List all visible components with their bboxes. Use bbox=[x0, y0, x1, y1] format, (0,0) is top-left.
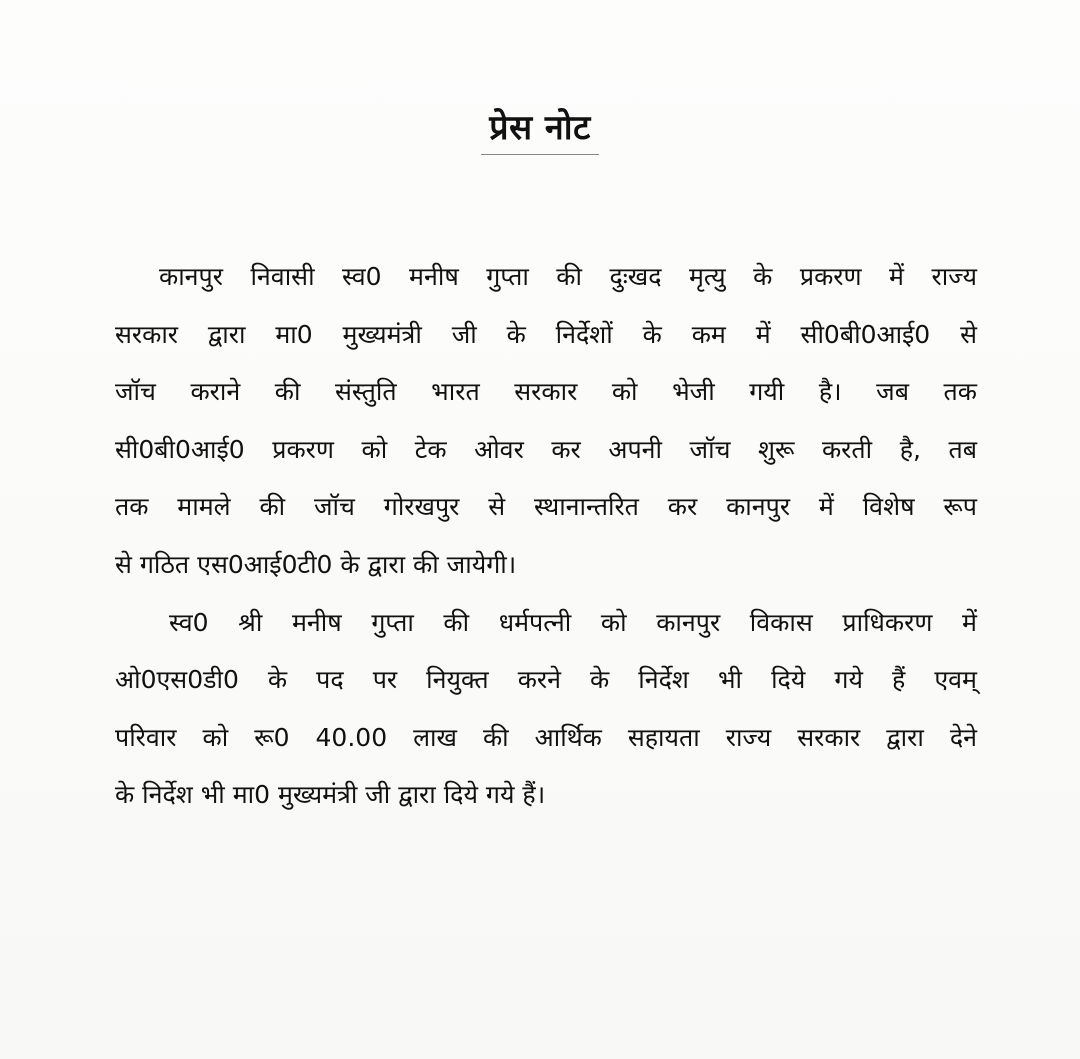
paragraph-2-line-1: स्व0 श्री मनीष गुप्ता की धर्मपत्नी को कानपुर विकास प्राधिकरण में bbox=[169, 607, 977, 637]
paragraph-1-line-3: जॉच कराने की संस्तुति भारत सरकार को भेजी गयी है। जब तक bbox=[115, 377, 977, 407]
paragraph-1-line-4: सी0बी0आई0 प्रकरण को टेक ओवर कर अपनी जॉच शुरू करती है, तब bbox=[115, 434, 977, 464]
paragraph-1-line-5: तक मामले की जॉच गोरखपुर से स्थानान्तरित कर कानपुर में विशेष रूप bbox=[115, 492, 977, 522]
document-title: प्रेस नोट bbox=[481, 104, 598, 155]
paragraph-1-line-6: से गठित एस0आई0टी0 के द्वारा की जायेगी। bbox=[115, 549, 517, 579]
title-area bbox=[0, 104, 1080, 155]
paragraph-1-line-2: सरकार द्वारा मा0 मुख्यमंत्री जी के निर्देशों के कम में सी0बी0आई0 से bbox=[115, 319, 977, 349]
paragraph-2-line-4: के निर्देश भी मा0 मुख्यमंत्री जी द्वारा दिये गये हैं। bbox=[115, 780, 546, 810]
document-body bbox=[115, 248, 977, 824]
paragraph-1 bbox=[115, 248, 977, 594]
paragraph-2-line-3: परिवार को रू0 40.00 लाख की आर्थिक सहायता राज्य सरकार द्वारा देने bbox=[115, 722, 977, 752]
paragraph-2-line-2: ओ0एस0डी0 के पद पर नियुक्त करने के निर्देश भी दिये गये हैं एवम् bbox=[115, 665, 977, 695]
paragraph-1-line-1: कानपुर निवासी स्व0 मनीष गुप्ता की दुःखद मृत्यु के प्रकरण में राज्य bbox=[159, 262, 977, 291]
paragraph-2 bbox=[115, 594, 977, 824]
